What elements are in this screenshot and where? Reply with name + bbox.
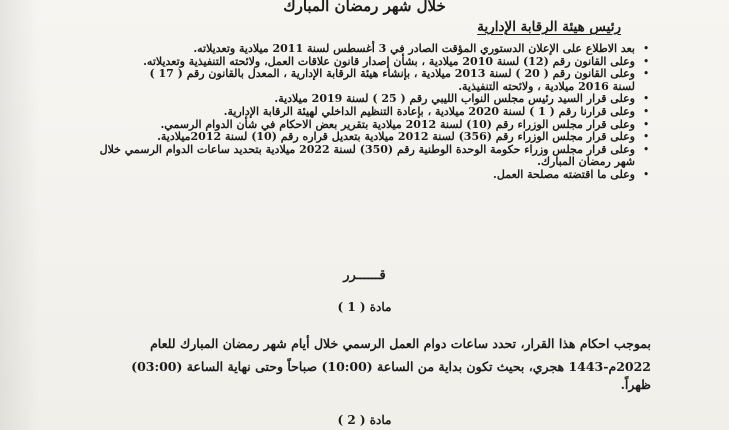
preamble-item xyxy=(49,169,649,182)
preamble-list xyxy=(49,43,649,182)
preamble-item-text: وعلى ما اقتضته مصلحة العمل. xyxy=(493,167,635,181)
preamble-item-text: لسنة 2016 ميلادية ، ولائحته التنفيذية. xyxy=(458,79,635,93)
bullet-icon: • xyxy=(643,69,649,80)
bullet-icon: • xyxy=(643,106,649,117)
preamble-item xyxy=(49,68,649,93)
preamble-item-text: وعلى القانون رقم ( 20 ) لسنة 2013 ميلادية ، بإنشاء هيئة الرقابة الإدارية ، المعدل بالقانون رقم ( 17 ) xyxy=(149,67,635,81)
preamble-item xyxy=(49,131,649,144)
preamble-item-text: وعلى قرارنا رقم ( 1 ) لسنة 2020 ميلادية ، بإعادة التنظيم الداخلي لهيئة الرقابة الإدارية. xyxy=(223,104,635,118)
preamble-item-text: وعلى قرار السيد رئيس مجلس النواب الليبي رقم ( 25 ) لسنة 2019 ميلادية. xyxy=(274,92,635,106)
article-1-text-line-2: 2022م-1443 هجري، بحيث تكون بداية من الساعة (10:00) صباحاً وحتى نهاية الساعة (03:00) xyxy=(131,359,651,374)
article-1-text-line-3: ظهراً. xyxy=(620,377,651,392)
preamble-item-text: وعلى قرار مجلس الوزراء رقم (356) لسنة 2012 ميلادية بتعديل قراره رقم (10) لسنة 2012ميلادية. xyxy=(157,130,635,144)
preamble-item xyxy=(49,144,649,169)
preamble-item xyxy=(49,106,649,119)
article-2-heading: مادة ( 2 ) xyxy=(337,413,392,427)
preamble-item-text: وعلى القانون رقم (12) لسنة 2010 ميلادية ، بشأن إصدار قانون علاقات العمل، ولائحته التنفيذية وتعديلاته. xyxy=(143,54,635,68)
bullet-icon: • xyxy=(643,94,649,105)
bullet-icon: • xyxy=(643,132,649,143)
page-shadow xyxy=(0,0,40,430)
preamble-item-text: وعلى قرار مجلس وزراء حكومة الوحدة الوطنية رقم (350) لسنة 2022 ميلادية بتحديد ساعات الدوام الرسمي خلال xyxy=(99,142,635,156)
document-title: خلال شهر رمضان المبارك xyxy=(283,0,446,15)
bullet-icon: • xyxy=(643,56,649,67)
bullet-icon: • xyxy=(643,144,649,155)
bullet-icon: • xyxy=(643,169,649,180)
preamble-item-text: بعد الاطلاع على الإعلان الدستوري المؤقت الصادر في 3 أغسطس لسنة 2011 ميلادية وتعديلاته. xyxy=(193,42,635,55)
preamble-item-text: وعلى قرار مجلس الوزراء رقم (10) لسنة 2012 ميلادية بتقرير بعض الاحكام في شأن الدوام الرسمي. xyxy=(160,117,635,131)
preamble-item-text: شهر رمضان المبارك. xyxy=(537,155,635,169)
issuer-heading: رئيس هيئة الرقابة الإدارية xyxy=(477,19,621,35)
preamble-item xyxy=(49,43,649,56)
decision-title: قــــــرر xyxy=(343,268,386,283)
article-1-text-line-1: بموجب احكام هذا القرار، تحدد ساعات دوام العمل الرسمي خلال أيام شهر رمضان المبارك للعام xyxy=(150,336,651,351)
bullet-icon: • xyxy=(643,119,649,130)
article-1-heading: مادة ( 1 ) xyxy=(337,300,392,314)
bullet-icon: • xyxy=(643,44,649,54)
